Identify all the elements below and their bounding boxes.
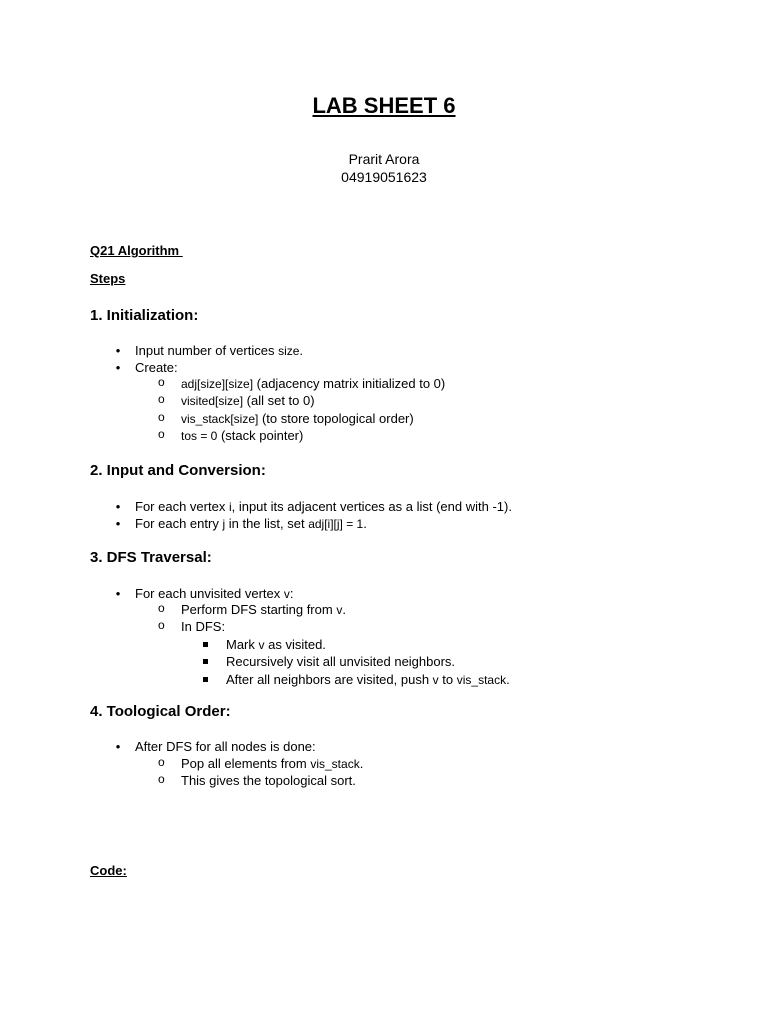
list-item: • For each unvisited vertex v: — [113, 585, 293, 602]
section-heading-dfs-traversal: 3. DFS Traversal: — [90, 549, 212, 566]
list-item: o In DFS: — [158, 618, 226, 635]
list-item: After all neighbors are visited, push v to vis_stack. — [203, 671, 510, 688]
bullet-marker: • — [115, 343, 121, 358]
section-heading-topological-order: 4. Toological Order: — [90, 703, 231, 720]
list-item: • After DFS for all nodes is done: — [113, 738, 316, 755]
list-item: Mark v as visited. — [203, 636, 510, 653]
code-heading: Code: — [90, 863, 127, 878]
create-sublist — [158, 375, 445, 444]
circle-marker: o — [158, 375, 165, 389]
square-bullet-marker — [203, 642, 208, 647]
circle-marker: o — [158, 601, 165, 615]
initialization-list — [113, 342, 303, 377]
circle-marker: o — [158, 392, 165, 407]
list-item: • Input number of vertices size. — [113, 342, 303, 359]
steps-heading: Steps — [90, 271, 126, 286]
list-item: o adj[size][size] (adjacency matrix initialized to 0) — [158, 375, 446, 391]
list-item: • For each entry j in the list, set adj[i][j] = 1. — [113, 515, 512, 532]
list-item: Recursively visit all unvisited neighbors. — [203, 653, 510, 670]
bullet-marker: • — [115, 499, 121, 514]
section-heading-input-conversion: 2. Input and Conversion: — [90, 462, 266, 479]
square-bullet-marker — [203, 659, 208, 664]
bullet-marker: • — [115, 586, 121, 601]
input-conversion-list — [113, 498, 512, 533]
dfs-traversal-list — [113, 585, 293, 602]
author-name: Prarit Arora — [348, 151, 420, 167]
list-item: o This gives the topological sort. — [158, 772, 356, 789]
list-item: • Create: — [113, 359, 303, 376]
bullet-marker: • — [115, 516, 121, 532]
bullet-marker: • — [115, 360, 121, 376]
circle-marker: o — [158, 755, 165, 769]
author-id: 04919051623 — [341, 169, 427, 185]
topological-order-list — [113, 738, 316, 755]
topological-sublist — [158, 755, 363, 790]
section-heading-initialization: 1. Initialization: — [90, 307, 199, 324]
circle-marker: o — [158, 409, 165, 424]
square-bullet-marker — [203, 677, 208, 682]
bullet-marker: • — [115, 739, 121, 754]
dfs-sublist — [158, 601, 346, 636]
list-item: o Pop all elements from vis_stack. — [158, 755, 364, 771]
list-item: o visited[size] (all set to 0) — [158, 392, 315, 409]
list-item: o vis_stack[size] (to store topological order) — [158, 409, 414, 426]
author-block — [0, 150, 768, 186]
list-item: o tos = 0 (stack pointer) — [158, 426, 304, 443]
circle-marker: o — [158, 772, 165, 787]
in-dfs-sublist — [203, 636, 510, 688]
page-title: LAB SHEET 6 — [312, 93, 456, 118]
question-heading: Q21 Algorithm — [90, 243, 183, 258]
circle-marker: o — [158, 426, 165, 441]
circle-marker: o — [158, 618, 165, 633]
list-item: o Perform DFS starting from v. — [158, 601, 346, 617]
list-item: • For each vertex i, input its adjacent vertices as a list (end with -1). — [113, 498, 512, 515]
